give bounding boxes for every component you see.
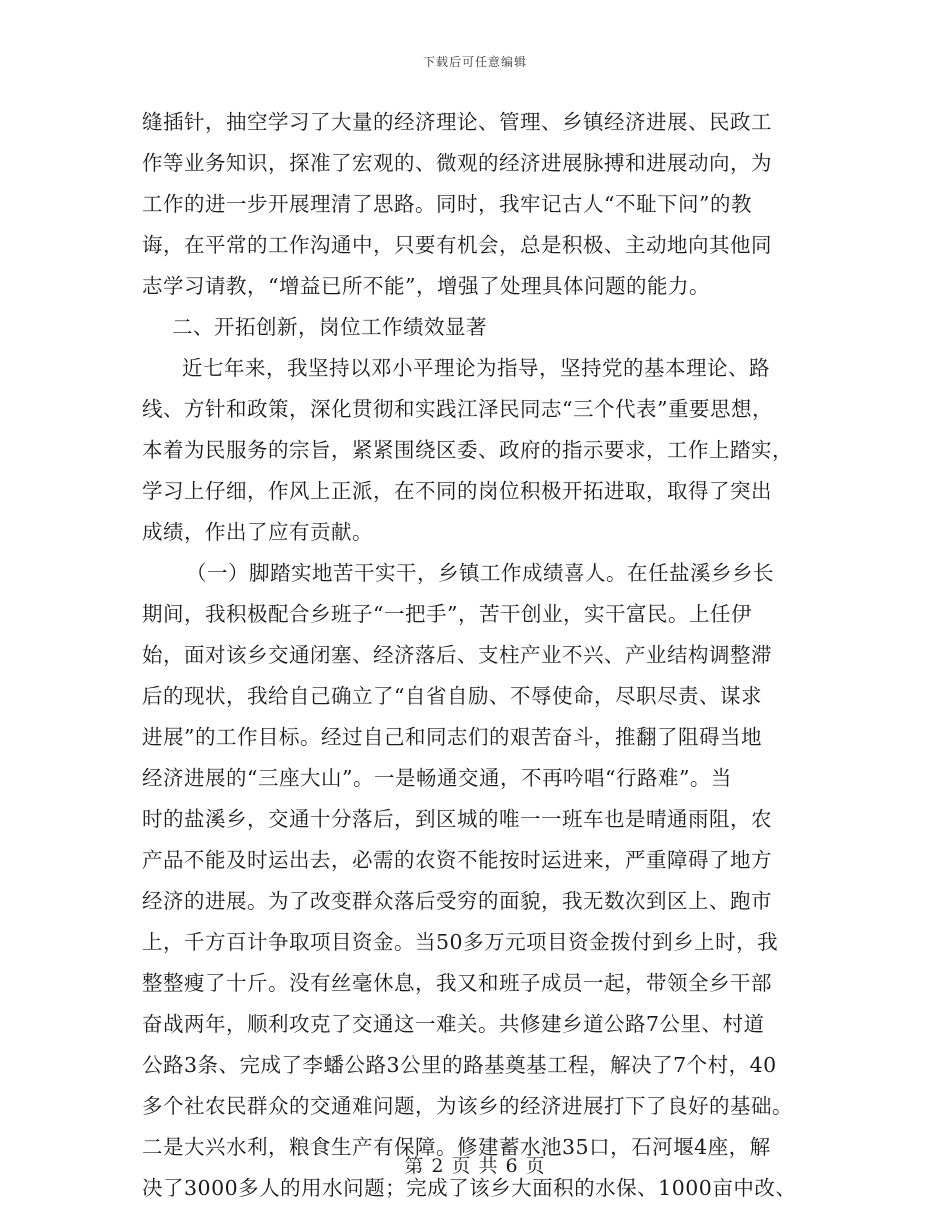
body-line: 二是大兴水利，粮食生产有保障。修建蓄水池35口，石河堰4座，解	[142, 1135, 771, 1159]
body-line: 工作的进一步开展理清了思路。同时，我牢记古人“不耻下问”的教	[142, 192, 752, 216]
body-line: 产品不能及时运出去，必需的农资不能按时运进来，严重障碍了地方	[142, 848, 772, 872]
subsection-heading-line: （一）脚踏实地苦干实干，乡镇工作成绩喜人。在任盐溪乡乡长	[186, 561, 774, 585]
body-line: 线、方针和政策，深化贯彻和实践江泽民同志“三个代表”重要思想，	[142, 397, 773, 421]
body-line: 期间，我积极配合乡班子“一把手”，苦干创业，实干富民。上任伊	[142, 602, 752, 626]
body-line: 近七年来，我坚持以邓小平理论为指导，坚持党的基本理论、路	[182, 356, 770, 380]
body-line: 时的盐溪乡，交通十分落后，到区城的唯一一班车也是晴通雨阻，农	[142, 807, 772, 831]
body-line: 奋战两年，顺利攻克了交通这一难关。共修建乡道公路7公里、村道	[142, 1012, 765, 1036]
body-line: 上，千方百计争取项目资金。当50多万元项目资金拨付到乡上时，我	[142, 930, 779, 954]
section-heading: 二、开拓创新，岗位工作绩效显著	[172, 315, 487, 339]
body-line: 进展”的工作目标。经过自己和同志们的艰苦奋斗，推翻了阻碍当地	[142, 725, 762, 749]
body-line: 成绩，作出了应有贡献。	[142, 520, 373, 544]
body-line: 始，面对该乡交通闭塞、经济落后、支柱产业不兴、产业结构调整滞	[142, 643, 772, 667]
body-line: 本着为民服务的宗旨，紧紧围绕区委、政府的指示要求，工作上踏实，	[142, 438, 793, 462]
body-line: 学习上仔细，作风上正派，在不同的岗位积极开拓进取，取得了突出	[142, 479, 772, 503]
page-header: 下载后可任意编辑	[422, 55, 527, 69]
body-line: 公路3条、完成了李蟠公路3公里的路基奠基工程，解决了7个村，40	[142, 1053, 777, 1077]
body-line: 经济进展的“三座大山”。一是畅通交通，不再吟唱“行路难”。当	[142, 766, 732, 790]
body-line: 后的现状，我给自己确立了“自省自励、不辱使命，尽职尽责、谋求	[142, 684, 762, 708]
page-number-footer: 第 2 页 共 6 页	[404, 1155, 546, 1177]
body-line: 决了3000多人的用水问题；完成了该乡大面积的水保、1000亩中改、	[142, 1176, 797, 1200]
document-body	[142, 102, 810, 1209]
body-line: 诲，在平常的工作沟通中，只要有机会，总是积极、主动地向其他同	[142, 233, 772, 257]
body-line: 作等业务知识，探准了宏观的、微观的经济进展脉搏和进展动向，为	[142, 151, 772, 175]
body-line: 经济的进展。为了改变群众落后受穷的面貌，我无数次到区上、跑市	[142, 889, 772, 913]
body-line: 缝插针，抽空学习了大量的经济理论、管理、乡镇经济进展、民政工	[142, 110, 772, 134]
body-line: 整整瘦了十斤。没有丝毫休息，我又和班子成员一起，带领全乡干部	[142, 971, 772, 995]
body-line: 志学习请教，“增益已所不能”，增强了处理具体问题的能力。	[142, 274, 710, 298]
body-line: 多个社农民群众的交通难问题，为该乡的经济进展打下了良好的基础。	[142, 1094, 793, 1118]
